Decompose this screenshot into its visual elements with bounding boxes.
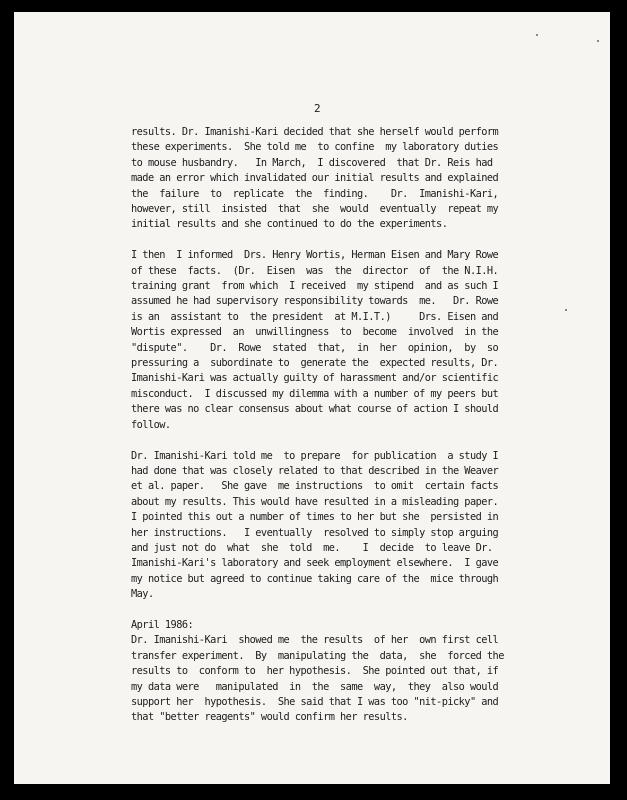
text-line: training grant from which I received my stipend and as such I [131,280,499,293]
text-line: follow. [131,418,171,431]
scan-speck [597,40,599,42]
text-line: I then I informed Drs. Henry Wortis, Herman Eisen and Mary Rowe [131,249,499,262]
text-line: Imanishi-Kari's laboratory and seek employment elsewhere. I gave [131,557,499,570]
text-line: Imanishi-Kari was actually guilty of harassment and/or scientific [131,372,499,385]
text-line: there was no clear consensus about what course of action I should [131,403,499,416]
text-line: my notice but agreed to continue taking care of the mice through [131,572,499,585]
text-line: my data were manipulated in the same way, they also would [131,680,499,693]
text-line: had done that was closely related to that described in the Weaver [131,464,499,477]
text-line: I pointed this out a number of times to her but she persisted in [131,511,499,524]
text-line: of these facts. (Dr. Eisen was the director of the N.I.H. [131,264,499,277]
text-line: May. [131,588,154,601]
text-line: et al. paper. She gave me instructions to omit certain facts [131,480,499,493]
text-line: Dr. Imanishi-Kari told me to prepare for publication a study I [131,449,499,462]
text-line: that "better reagents" would confirm her results. [131,711,408,724]
document-body [131,125,531,741]
text-line: results. Dr. Imanishi-Kari decided that she herself would perform [131,126,499,138]
scan-speck [536,34,538,36]
text-line: her instructions. I eventually resolved to simply stop arguing [131,526,499,539]
text-line: transfer experiment. By manipulating the data, she forced the [131,649,504,662]
text-line: assumed he had supervisory responsibility towards me. Dr. Rowe [131,295,499,308]
paragraph-3 [131,449,531,603]
text-line: support her hypothesis. She said that I was too "nit-picky" and [131,695,499,708]
paragraph-2 [131,248,531,433]
text-line: pressuring a subordinate to generate the expected results, Dr. [131,357,499,370]
text-line: is an assistant to the president at M.I.T.) Drs. Eisen and [131,310,499,323]
text-line: the failure to replicate the finding. Dr. Imanishi-Kari, [131,187,499,200]
text-line: misconduct. I discussed my dilemma with a number of my peers but [131,387,499,400]
scan-speck [565,309,567,311]
paragraph-1 [131,125,531,233]
text-line: to mouse husbandry. In March, I discovered that Dr. Reis had [131,156,493,169]
text-line: April 1986: [131,618,194,631]
text-line: Dr. Imanishi-Kari showed me the results of her own first cell [131,634,499,647]
text-line: however, still insisted that she would eventually repeat my [131,203,499,216]
text-line: made an error which invalidated our initial results and explained [131,172,499,185]
text-line: "dispute". Dr. Rowe stated that, in her opinion, by so [131,341,499,354]
text-line: and just not do what she told me. I decide to leave Dr. [131,541,493,554]
text-line: results to conform to her hypothesis. She pointed out that, if [131,665,499,678]
document-page [14,12,610,784]
text-line: Wortis expressed an unwillingness to become involved in the [131,326,499,339]
text-line: these experiments. She told me to confine my laboratory duties [131,141,499,154]
text-line: about my results. This would have resulted in a misleading paper. [131,495,499,508]
text-line: initial results and she continued to do the experiments. [131,218,448,231]
paragraph-4 [131,618,531,726]
page-number: 2 [314,102,321,115]
